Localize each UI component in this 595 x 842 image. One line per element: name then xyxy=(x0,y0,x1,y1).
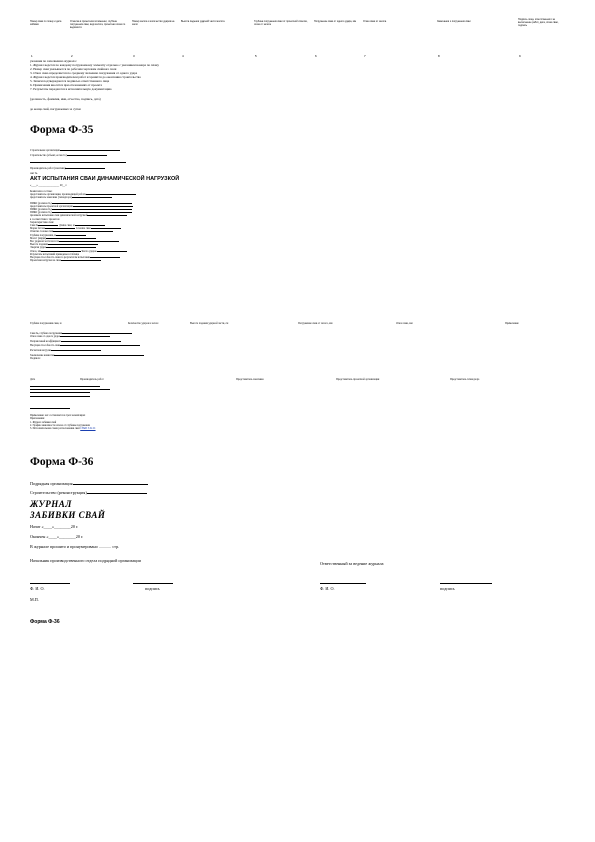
form35-title: Форма Ф-35 xyxy=(30,124,94,136)
table-col-9: Подпись лица, ответственного за выполнение работ, дата, отказ сваи, подпись xyxy=(518,18,559,27)
body-line: Длина сваи, м xyxy=(59,224,75,228)
body-line: представитель организации, производящей работы xyxy=(30,193,87,197)
f35-col: Примечание xyxy=(505,322,519,325)
responsible-person: Ответственный за ведение журнала xyxy=(320,561,384,566)
table-col-8: Замечания о погружении сваи xyxy=(437,20,471,23)
body-line: Комиссия в составе: xyxy=(30,190,53,193)
block-line: Поправочный коэффициент xyxy=(30,340,61,344)
body-line: Вес ударной части молота xyxy=(30,240,59,244)
table-col-5: Глубина погружения сваи от проектной отметки, отказ от залога xyxy=(254,20,308,26)
sign-col: Дата xyxy=(30,378,36,381)
f35-col: Отказ сваи, мм xyxy=(396,322,413,325)
object-line: Строительство (объект, ее место) xyxy=(30,154,67,158)
form35-body xyxy=(30,190,200,262)
footer-line: 1. Журнал забивки свай xyxy=(30,420,57,424)
journal-start: Начат «____»________20 г. xyxy=(30,524,79,529)
body-line: ПИКО (должность) xyxy=(30,208,52,212)
form36-title: Форма Ф-36 xyxy=(30,456,94,468)
body-line: Характеристика сваи: xyxy=(30,220,54,224)
note-line: до конца свай, погружаемых за сутки xyxy=(30,107,81,111)
block-line: Расчетная нагрузка xyxy=(30,348,52,352)
head-production-dept: Начальник производственного отдела подрядной организации xyxy=(30,558,141,563)
block-line: Отказ сваи от одного удара xyxy=(30,335,60,339)
body-line: Отметка головы сваи xyxy=(30,230,54,234)
body-line: Высота падения xyxy=(30,243,48,247)
sign-col: Представитель заказчика xyxy=(236,378,264,381)
journal-end: Окончен «____»________20 г. xyxy=(30,534,84,539)
body-line: Марка бетона xyxy=(30,227,46,231)
table-num-3: 3 xyxy=(133,54,135,58)
table-col-6: Погружение сваи от одного удара, мм xyxy=(314,20,357,23)
table-num-9: 9 xyxy=(519,54,521,58)
sign-right: подпись xyxy=(440,586,455,591)
body-line: Свая № xyxy=(30,224,39,228)
fio-left: Ф. И. О. xyxy=(30,586,45,591)
form36-org xyxy=(30,481,148,487)
note-line: 6. Примечания вносятся при отклонениях от проекта xyxy=(30,83,103,87)
f35-col: Погружение сваи от залога, мм xyxy=(298,322,333,325)
note-line: 1. Журнал ведется по каждому погружаемому элементу отдельно с указанием номера по плану xyxy=(30,63,159,67)
note-line: 5. Записи подтверждаются подписью ответственного лица xyxy=(30,79,110,83)
footer-line: Приложения: xyxy=(30,417,45,421)
note-line: 4. Журнал ведется производителем работ и хранится до окончания строительства xyxy=(30,75,141,79)
sign-col: Представитель технадзора xyxy=(450,378,480,381)
fio-right: Ф. И. О. xyxy=(320,586,335,591)
sign-left: подпись xyxy=(145,586,160,591)
table-num-2: 2 xyxy=(71,54,73,58)
form36-object-label: Строительство (реконструкция) xyxy=(30,490,87,495)
fio-line-right xyxy=(320,583,366,584)
body-line: ПИКО (должность) xyxy=(30,211,52,215)
sign-col: Производитель работ xyxy=(80,378,104,381)
block-line: Свая №, глубина погружения xyxy=(30,332,63,335)
table-col-3: Номер залога и количество ударов на залог xyxy=(132,20,175,26)
f35-col: Глубина погружения сваи, м xyxy=(30,322,62,325)
body-line: ПИКО (должность) xyxy=(30,201,52,205)
body-line: представитель проектной организации xyxy=(30,204,73,208)
form35-second-block xyxy=(30,332,200,360)
sign-line-right xyxy=(440,583,492,584)
form35-date: «____» ________________ 20__ г. xyxy=(30,184,68,187)
org-line: Строительная организация xyxy=(30,149,60,152)
body-line: Проектная нагрузка на сваю xyxy=(30,259,62,263)
body-line: произвела испытание сваи динамической нагрузкой xyxy=(30,214,88,218)
body-line: Число ударов xyxy=(81,249,97,253)
note-line: 2. Номер сваи указывается по рабочим чертежам свайного поля xyxy=(30,67,117,71)
sign-line-left xyxy=(133,583,173,584)
body-line: Несущая способность сваи по результатам испытания xyxy=(30,256,90,260)
body-line: представитель заказчика (технадзора) xyxy=(30,196,72,200)
form36-footer: Форма Ф-36 xyxy=(30,619,60,625)
footer-line: 2. График зависимости отказа от глубины погружения xyxy=(30,423,90,427)
body-line: Энергия удара xyxy=(30,246,46,250)
journal-subtitle: ЗАБИВКИ СВАЙ xyxy=(30,510,106,520)
body-line: Результаты испытаний приведены в таблице xyxy=(30,252,80,256)
block-line: Подписи: xyxy=(30,357,41,361)
footer-line: 3. Исполнительная схема расположения свай xyxy=(30,427,80,431)
table-col-2: Отметка в проектном положении, глубина погружения сваи, вид молота, проектная отказ по ведомости xyxy=(70,20,126,29)
table-col-1: Номер сваи по плану и дата забивки xyxy=(30,20,62,26)
footer-line: Примечание: акт составляется в трех экземплярах xyxy=(30,414,86,418)
table-num-5: 5 xyxy=(255,54,257,58)
notes-block xyxy=(30,59,159,111)
note-line: (должность, фамилия, имя, отчество, подпись, дата) xyxy=(30,97,101,101)
form35-footer xyxy=(30,407,96,430)
snip-link[interactable]: СНиП 3.02.01 xyxy=(80,427,96,431)
sign-col: Представитель проектной организации xyxy=(336,378,380,381)
table-num-1: 1 xyxy=(31,54,33,58)
body-line: Глубина погружения, м xyxy=(30,233,56,237)
body-line: в соответствии с проектом xyxy=(30,217,60,221)
journal-pages: В журнале прошито и пронумеровано ............ стр. xyxy=(30,544,120,549)
table-num-8: 8 xyxy=(438,54,440,58)
table-num-7: 7 xyxy=(364,54,366,58)
stamp-place: М.П. xyxy=(30,597,39,602)
body-line: Сечение сваи xyxy=(75,227,91,231)
body-line: Молот (марка) xyxy=(30,236,47,240)
form36-object xyxy=(30,490,147,496)
table-col-7: Отказ сваи от залога xyxy=(363,20,387,23)
act-number: Акт № xyxy=(30,171,38,175)
block-line: Несущая способность сваи xyxy=(30,343,60,347)
journal-title: ЖУРНАЛ xyxy=(30,499,72,509)
table-col-4: Высота падения ударной части молота xyxy=(181,20,225,23)
fio-line-left xyxy=(30,583,70,584)
table-num-4: 4 xyxy=(182,54,184,58)
block-line: Заключение комиссии xyxy=(30,354,55,358)
form35-sign-lines xyxy=(30,385,230,398)
note-line: 7. Результаты передаются в исполнительную документацию xyxy=(30,87,112,91)
form35-org-block xyxy=(30,149,126,175)
note-line: 3. Отказ сваи определяется по среднему значению погружения от одного удара xyxy=(30,71,138,75)
f35-col: Высота падения ударной части, см xyxy=(190,322,229,325)
table-num-6: 6 xyxy=(315,54,317,58)
note-line: указания по заполнению журнала: xyxy=(30,59,77,63)
contractor-line: Производитель работ (заказчик) xyxy=(30,166,66,170)
form35-act-title: АКТ ИСПЫТАНИЯ СВАИ ДИНАМИЧЕСКОЙ НАГРУЗКОЙ xyxy=(30,176,180,182)
body-line: Отказ, мм xyxy=(30,249,41,253)
f35-col: Количество ударов в залоге xyxy=(128,322,159,325)
form36-org-label: Подрядная организация xyxy=(30,481,73,486)
